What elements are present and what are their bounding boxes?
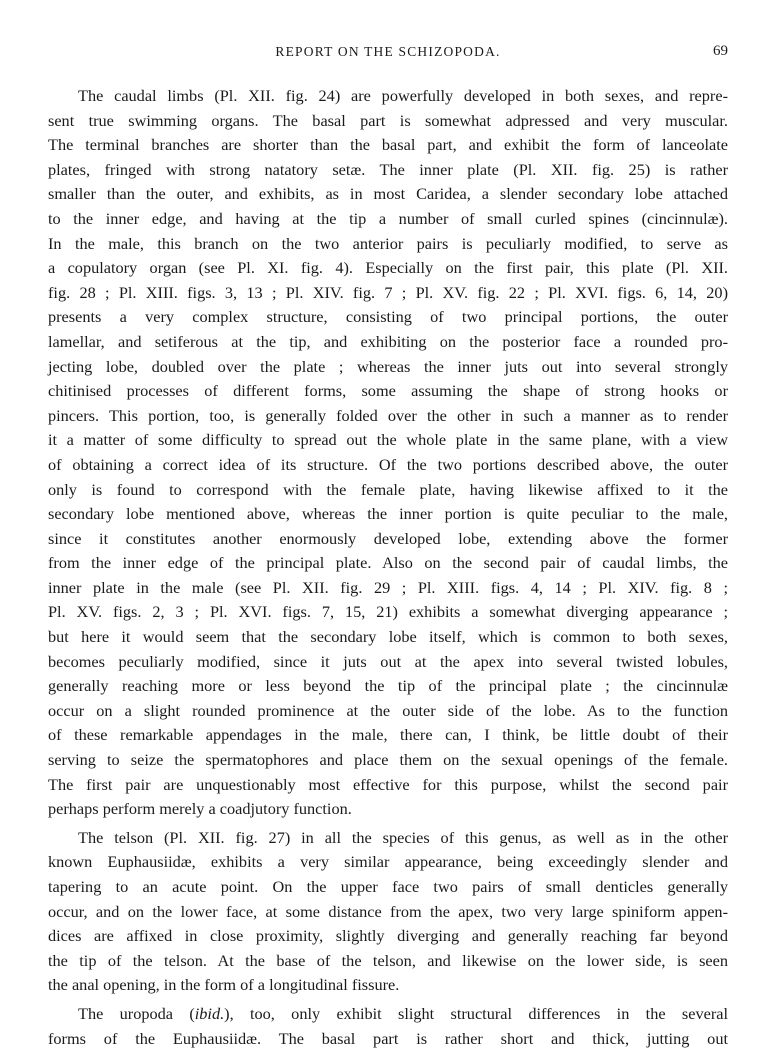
text-line: smaller than the outer, and exhibits, as in most Caridea, a slender secondary lobe attached (48, 184, 728, 204)
text-line: plates, fringed with strong natatory setæ. The inner plate (Pl. XII. fig. 25) is rather (48, 159, 728, 179)
text-line: In the male, this branch on the two anterior pairs is peculiarly modified, to serve as (48, 233, 728, 253)
text-line: secondary lobe mentioned above, whereas the inner portion is quite peculiar to the male, (48, 504, 728, 524)
text-line: tapering to an acute point. On the upper face two pairs of small denticles generally (48, 877, 728, 896)
text-line: inner plate in the male (see Pl. XII. fig. 29 ; Pl. XIII. figs. 4, 14 ; Pl. XIV. fig. 8 ; (48, 577, 728, 597)
text-line: a copulatory organ (see Pl. XI. fig. 4). Especially on the first pair, this plate (Pl. XII. (48, 258, 728, 278)
text-line: perhaps perform merely a coadjutory function. (48, 799, 352, 819)
text-line: lamellar, and setiferous at the tip, and exhibiting on the posterior face a rounded pro- (48, 331, 728, 351)
text-line: becomes peculiarly modified, since it juts out at the apex into several twisted lobules, (48, 651, 728, 671)
text-line: serving to seize the spermatophores and place them on the sexual openings of the female. (48, 750, 728, 770)
text-line: known Euphausiidæ, exhibits a very similar appearance, being exceedingly slender and (48, 852, 728, 872)
text-line: of obtaining a correct idea of its structure. Of the two portions described above, the outer (48, 454, 728, 474)
running-title: REPORT ON THE SCHIZOPODA. (275, 44, 501, 59)
text-line: The terminal branches are shorter than the basal part, and exhibit the form of lanceolate (48, 135, 728, 155)
text-line: Pl. XV. figs. 2, 3 ; Pl. XVI. figs. 7, 15, 21) exhibits a somewhat diverging appearance ; (48, 602, 728, 622)
text-line: occur on a slight rounded prominence at the outer side of the lobe. As to the function (48, 700, 728, 720)
text-line: fig. 28 ; Pl. XIII. figs. 3, 13 ; Pl. XIV. fig. 7 ; Pl. XV. fig. 22 ; Pl. XVI. figs. 6, 14, 20) (48, 282, 728, 302)
text-line: The uropoda (ibid.), too, only exhibit slight structural differences in the several (78, 1003, 728, 1023)
text-line: The first pair are unquestionably most effective for this purpose, whilst the second pair (48, 774, 728, 794)
paragraph-telson (48, 826, 728, 998)
text-line: jecting lobe, doubled over the plate ; whereas the inner juts out into several strongly (48, 356, 728, 376)
text-line: it a matter of some difficulty to spread out the whole plate in the same plane, with a view (48, 430, 728, 450)
text-line: forms of the Euphausiidæ. The basal part is rather short and thick, jutting out (48, 1028, 728, 1048)
text-line: presents a very complex structure, consisting of two principal portions, the outer (48, 307, 728, 327)
text-line: occur, and on the lower face, at some distance from the apex, two very large spiniform appen- (48, 901, 728, 921)
text-line: sent true swimming organs. The basal part is somewhat adpressed and very muscular. (48, 110, 728, 130)
text-line: only is found to correspond with the female plate, having likewise affixed to it the (48, 479, 728, 499)
text-line: The telson (Pl. XII. fig. 27) in all the species of this genus, as well as in the other (78, 827, 728, 847)
page-number: 69 (713, 43, 728, 59)
text-line: but here it would seem that the secondary lobe itself, which is common to both sexes, (48, 627, 728, 647)
text-line: the tip of the telson. At the base of the telson, and likewise on the lower side, is seen (48, 950, 728, 970)
text-line: the anal opening, in the form of a longitudinal fissure. (48, 975, 400, 995)
paragraph-uropoda (48, 1002, 728, 1051)
text-line: pincers. This portion, too, is generally folded over the other in such a manner as to render (48, 405, 728, 425)
text-line: to the inner edge, and having at the tip a number of small curled spines (cincinnulæ). (48, 208, 728, 228)
text-line: from the inner edge of the principal plate. Also on the second pair of caudal limbs, the (48, 553, 728, 573)
running-head (48, 44, 728, 66)
paragraph-caudal-limbs (48, 84, 728, 822)
text-line: generally reaching more or less beyond the tip of the principal plate ; the cincinnulæ (48, 676, 728, 696)
text-line: of these remarkable appendages in the male, there can, I think, be little doubt of their (48, 725, 728, 745)
body-text (48, 84, 728, 1051)
text-line: dices are affixed in close proximity, slightly diverging and generally reaching far beyond (48, 926, 728, 946)
text-line: The caudal limbs (Pl. XII. fig. 24) are powerfully developed in both sexes, and repre- (78, 86, 728, 105)
text-line: chitinised processes of different forms, some assuming the shape of strong hooks or (48, 381, 728, 401)
text-line: since it constitutes another enormously developed lobe, extending above the former (48, 528, 728, 548)
